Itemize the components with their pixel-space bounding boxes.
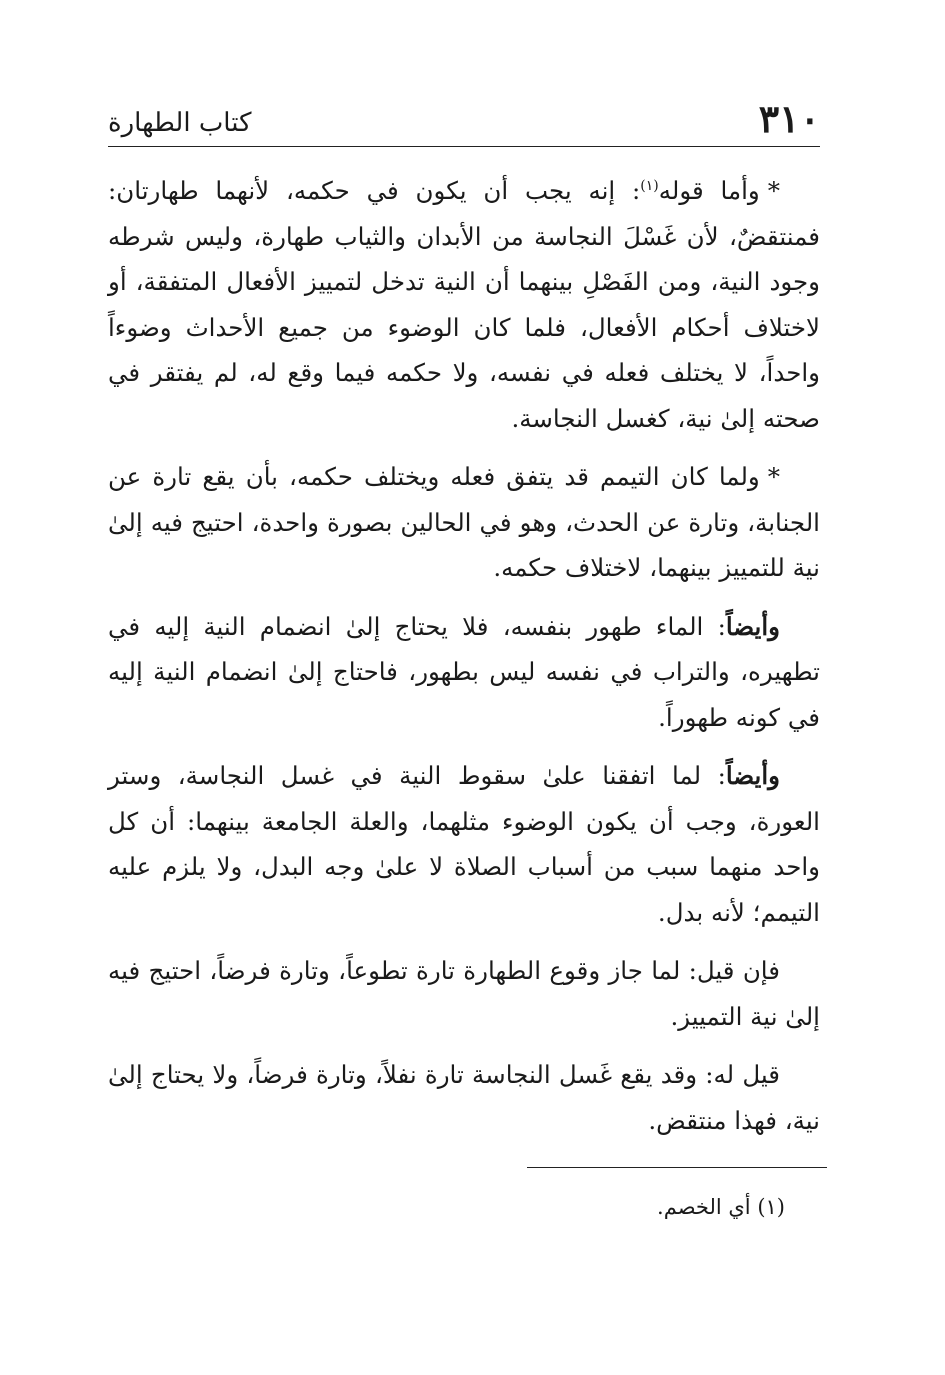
paragraph-text: : الماء طهور بنفسه، فلا يحتاج إلىٰ انضمام النية إليه في تطهيره، والتراب في نفسه ليس بطهور، فاحتاج إلىٰ انضمام النية إليه في كونه طهوراً. xyxy=(108,611,820,732)
main-text xyxy=(108,168,820,1156)
footnote-reference[interactable]: (١) xyxy=(640,177,659,194)
bold-lead-word: وأيضاً xyxy=(725,611,780,641)
bold-lead-word: وأيضاً xyxy=(725,761,780,790)
paragraph-text: فإن قيل: لما جاز وقوع الطهارة تارة تطوعاً، وتارة فرضاً، احتيج فيه إلىٰ نية التمييز. xyxy=(108,956,820,1031)
asterisk-marker: * xyxy=(767,176,780,205)
paragraph-2 xyxy=(108,454,820,591)
paragraph-text: ولما كان التيمم قد يتفق فعله ويختلف حكمه، بأن يقع تارة عن الجنابة، وتارة عن الحدث، وهو في الحالين بصورة واحدة، احتيج فيه إلىٰ نية للتمييز بينهما، لاختلاف حكمه. xyxy=(108,462,820,582)
paragraph-5 xyxy=(108,948,820,1039)
paragraph-1 xyxy=(108,168,820,441)
book-title: كتاب الطهارة xyxy=(108,108,252,138)
paragraph-text: : لما اتفقنا علىٰ سقوط النية في غسل النجاسة، وستر العورة، وجب أن يكون الوضوء مثلهما، والعلة الجامعة بينهما: أن كل واحد منهما سبب من أسباب الصلاة لا علىٰ وجه البدل، ولا يلزم عليه التيمم؛ لأنه بدل. xyxy=(108,761,820,927)
header-rule xyxy=(108,146,820,147)
paragraph-text: وأما قوله xyxy=(658,176,760,205)
footnote-rule xyxy=(527,1167,827,1168)
paragraph-6 xyxy=(108,1052,820,1143)
running-header xyxy=(108,92,820,140)
paragraph-4 xyxy=(108,753,820,935)
asterisk-marker: * xyxy=(767,462,780,491)
paragraph-text: قيل له: وقد يقع غَسل النجاسة تارة نفلاً، وتارة فرضاً، ولا يحتاج إلىٰ نية، فهذا منتقض. xyxy=(108,1060,820,1135)
paragraph-text-continued: : إنه يجب أن يكون في حكمه، لأنهما طهارتان: فمنتقضٌ، لأن غَسْلَ النجاسة من الأبدان والثياب طهارة، وليس شرطه وجود النية، ومن الفَصْلِ بينهما أن النية تدخل لتمييز الأفعال المتفقة، أو لاختلاف أحكام الأفعال، فلما كان الوضوء من جميع الأحداث وضوءاً واحداً، لا يختلف فعله في نفسه، ولا حكمه فيما وقع له، لم يفتقر في صحته إلىٰ نية، كغسل النجاسة. xyxy=(108,176,820,433)
page-number: ٣١٠ xyxy=(758,96,820,141)
paragraph-3 xyxy=(108,604,820,741)
footnote: (١) أي الخصم. xyxy=(657,1195,785,1219)
